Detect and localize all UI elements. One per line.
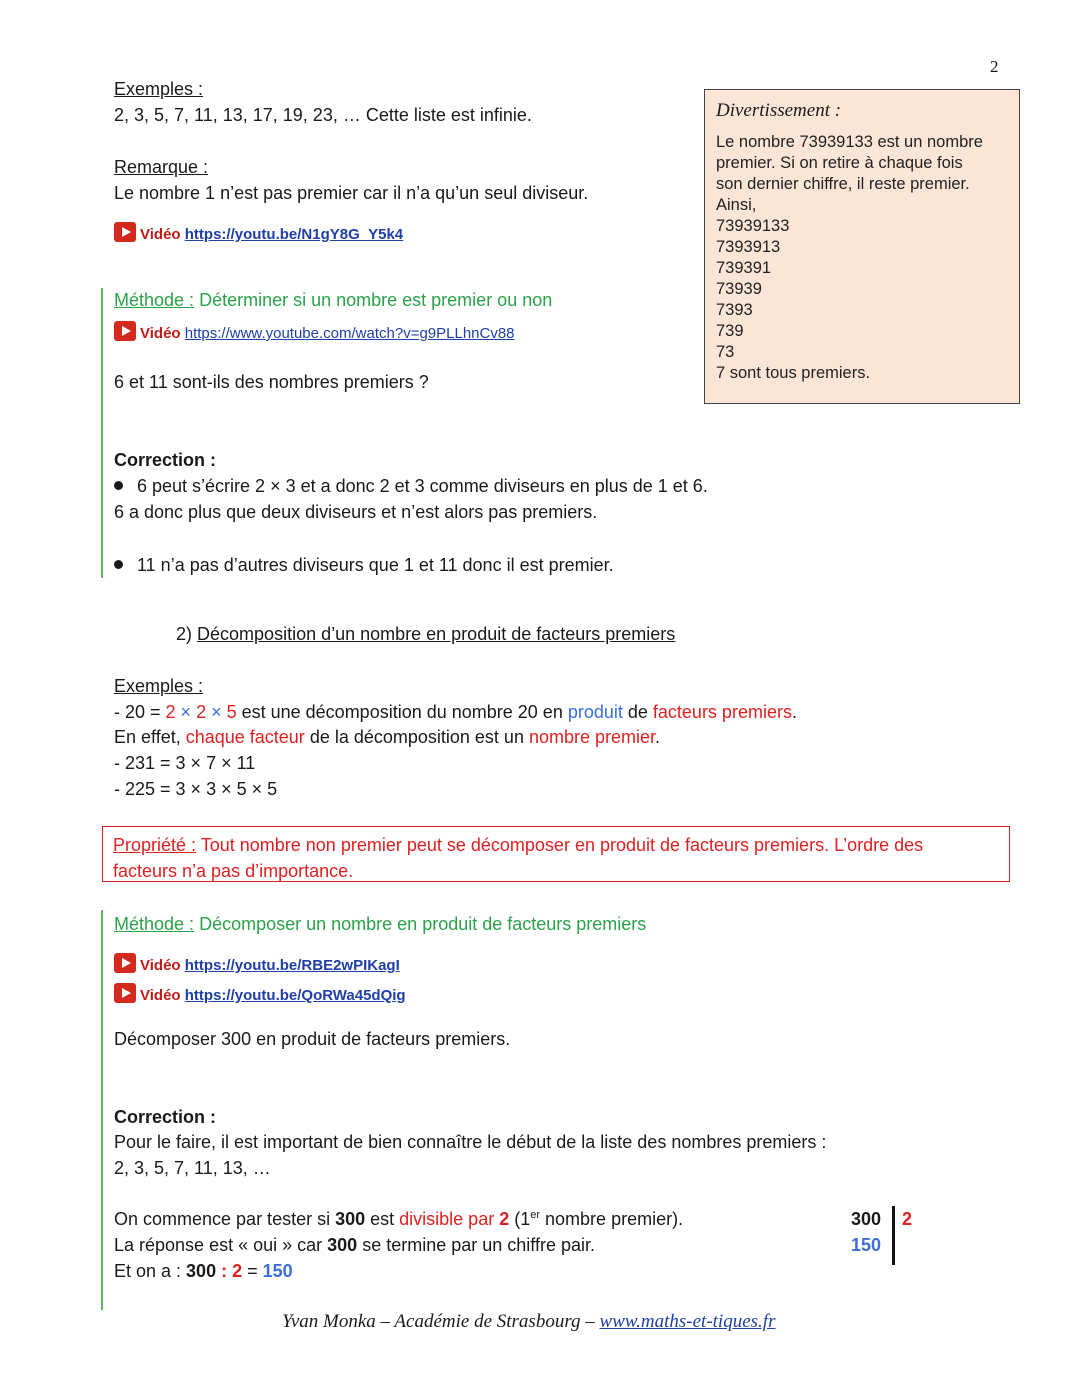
examples-heading: Exemples : <box>114 79 204 99</box>
play-icon <box>114 321 136 341</box>
section-2-heading: 2) Décomposition d’un nombre en produit de facteurs premiers <box>176 624 676 644</box>
correction-1-line-2: 6 a donc plus que deux diviseurs et n’est alors pas premiers. <box>114 502 598 522</box>
divertissement-line: premier. Si on retire à chaque fois <box>716 154 963 172</box>
play-icon <box>114 983 136 1003</box>
video-link-3[interactable]: Vidéo https://youtu.be/RBE2wPIKagI <box>114 953 400 974</box>
correction-2-heading: Correction : <box>114 1107 217 1127</box>
video-link-1[interactable]: Vidéo https://youtu.be/N1gY8G_Y5k4 <box>114 222 403 243</box>
division-number: 300 <box>851 1209 882 1229</box>
divertissement-line: 739391 <box>716 259 772 277</box>
divertissement-line: Le nombre 73939133 est un nombre <box>716 133 983 151</box>
correction-2-line-2: 2, 3, 5, 7, 11, 13, … <box>114 1158 271 1178</box>
example-line-2: En effet, chaque facteur de la décomposition est un nombre premier. <box>114 727 661 747</box>
method-border-1 <box>101 288 103 578</box>
divertissement-line: 73 <box>716 343 735 361</box>
divertissement-line: 7393 <box>716 301 753 319</box>
correction-2-line-1: Pour le faire, il est important de bien connaître le début de la liste des nombres premiers : <box>114 1132 827 1152</box>
play-icon <box>114 953 136 973</box>
step-line-1: On commence par tester si 300 est divisible par 2 (1er nombre premier). <box>114 1209 684 1229</box>
remark-text: Le nombre 1 n’est pas premier car il n’a qu’un seul diviseur. <box>114 183 589 203</box>
step-line-2: La réponse est « oui » car 300 se termine par un chiffre pair. <box>114 1235 595 1255</box>
example-line-1: - 20 = 2 × 2 × 5 est une décomposition du nombre 20 en produit de facteurs premiers. <box>114 702 797 722</box>
divertissement-line: 7393913 <box>716 238 781 256</box>
examples-2-heading: Exemples : <box>114 676 204 696</box>
bullet-icon <box>114 481 123 490</box>
division-result: 150 <box>851 1235 882 1255</box>
division-bar <box>892 1206 895 1265</box>
property-line-2: facteurs n’a pas d’importance. <box>113 861 354 881</box>
video-link-2[interactable]: Vidéo https://www.youtube.com/watch?v=g9PLLhnCv88 <box>114 321 515 342</box>
example-line-3: - 231 = 3 × 7 × 11 <box>114 753 256 773</box>
divertissement-line: 7 sont tous premiers. <box>716 364 871 382</box>
divertissement-line: 73939 <box>716 280 762 298</box>
property-line-1: Propriété : Tout nombre non premier peut se décomposer en produit de facteurs premiers. L’ordre des <box>113 835 924 855</box>
question-2: Décomposer 300 en produit de facteurs premiers. <box>114 1029 511 1049</box>
video-url-1[interactable]: https://youtu.be/N1gY8G_Y5k4 <box>184 226 404 243</box>
divertissement-line: Ainsi, <box>716 196 757 214</box>
method-border-2 <box>101 910 103 1310</box>
footer-link[interactable]: www.maths-et-tiques.fr <box>599 1311 776 1332</box>
play-icon <box>114 222 136 242</box>
footer: Yvan Monka – Académie de Strasbourg – www.maths-et-tiques.fr <box>282 1311 776 1332</box>
video-url-2[interactable]: https://www.youtube.com/watch?v=g9PLLhnCv88 <box>184 325 515 342</box>
divertissement-box <box>704 89 1020 404</box>
example-line-4: - 225 = 3 × 3 × 5 × 5 <box>114 779 278 799</box>
method-2-title: Méthode : Décomposer un nombre en produit de facteurs premiers <box>114 914 647 934</box>
page-number: 2 <box>990 57 999 76</box>
video-url-4[interactable]: https://youtu.be/QoRWa45dQig <box>184 987 406 1004</box>
question-1: 6 et 11 sont-ils des nombres premiers ? <box>114 372 429 392</box>
step-line-3: Et on a : 300 : 2 = 150 <box>114 1261 293 1281</box>
remark-heading: Remarque : <box>114 157 209 177</box>
examples-text: 2, 3, 5, 7, 11, 13, 17, 19, 23, … Cette liste est infinie. <box>114 105 532 125</box>
divertissement-line: son dernier chiffre, il reste premier. <box>716 175 970 193</box>
divertissement-title: Divertissement : <box>716 100 842 121</box>
divertissement-line: 73939133 <box>716 217 790 235</box>
method-1-title: Méthode : Déterminer si un nombre est premier ou non <box>114 290 553 310</box>
correction-1-heading: Correction : <box>114 450 217 470</box>
bullet-icon <box>114 560 123 569</box>
property-box <box>102 826 1010 882</box>
correction-1-bullet-2: 11 n’a pas d’autres diviseurs que 1 et 11 donc il est premier. <box>114 555 614 576</box>
division-divisor: 2 <box>902 1209 913 1229</box>
correction-1-bullet-1: 6 peut s’écrire 2 × 3 et a donc 2 et 3 comme diviseurs en plus de 1 et 6. <box>114 476 708 497</box>
video-link-4[interactable]: Vidéo https://youtu.be/QoRWa45dQig <box>114 983 406 1004</box>
division-table <box>844 1206 924 1266</box>
video-url-3[interactable]: https://youtu.be/RBE2wPIKagI <box>184 957 400 974</box>
divertissement-line: 739 <box>716 322 744 340</box>
